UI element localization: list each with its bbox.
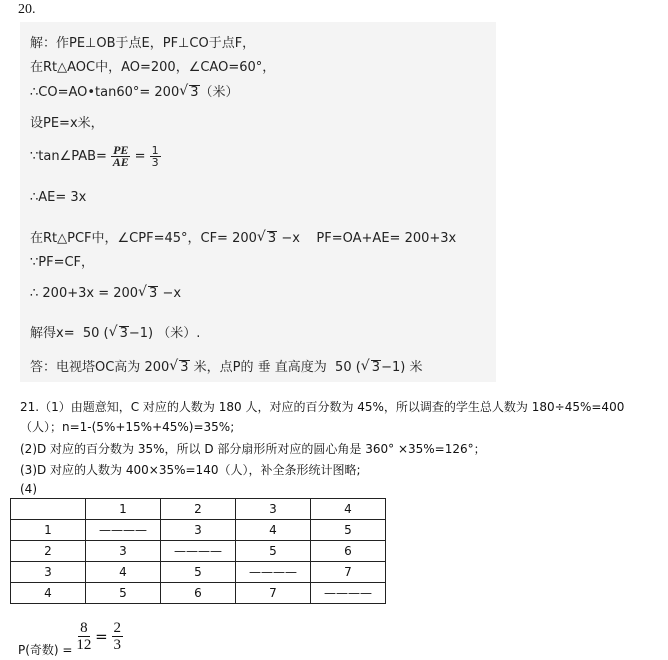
solution-line-3: ∴CO=AO•tan60°= 200√ 3（米） [30,81,239,100]
table-row [11,583,386,604]
sqrt-symbol: √ 3 [171,360,189,375]
table-cell: 2 [11,541,86,562]
sum-table [10,498,386,604]
table-cell: 7 [311,562,386,583]
table-cell: ———— [236,562,311,583]
q21-paragraph-3: (3)D 对应的人数为 400×35%=140（人），补全条形统计图略; [20,463,361,477]
fraction-one-third: $\frac{1}{3}$ [151,144,159,169]
probability-fraction-2: $\frac{2}{3}$ [113,620,122,653]
table-cell: 3 [236,499,311,520]
table-cell: 6 [311,541,386,562]
table-cell: 4 [311,499,386,520]
table-cell: 3 [11,562,86,583]
table-cell [11,499,86,520]
table-cell: 5 [311,520,386,541]
solution-line-2: 在Rt△AOC中，AO=200，∠CAO=60°， [30,60,276,75]
solution-line-6: ∴AE= 3x [30,190,87,205]
sqrt-symbol: √ 3 [181,85,199,100]
table-cell: 5 [161,562,236,583]
table-row [11,562,386,583]
table-cell: 5 [86,583,161,604]
q21-paragraph-1: 21.（1）由题意知，C 对应的人数为 180 人，对应的百分数为 45%，所以调查的学生总人数为 180÷45%=400 [20,400,625,414]
solution-line-11: 答：电视塔OC高为 200√ 3 米，点P的 垂 直高度为 50 (√ 3−1) 米 [30,356,422,375]
table-cell: ———— [311,583,386,604]
table-row [11,520,386,541]
q21-paragraph-2: (2)D 对应的百分数为 35%，所以 D 部分扇形所对应的圆心角是 360° ×35%=126°； [20,442,486,456]
q21-paragraph-4: (4) [20,482,37,496]
solution-line-4: 设PE=x米， [30,116,104,131]
probability-line: P(奇数) = $\frac{8}{12}$ = $\frac{2}{3}$ [18,620,122,657]
q21-paragraph-1b: （人）；n=1-(5%+15%+45%)=35%; [20,420,235,434]
table-cell: ———— [161,541,236,562]
solution-line-8: ∵PF=CF， [30,255,95,270]
fraction-pe-ae: $\frac{PE}{AE}$ [112,143,129,169]
question-20-number: 20. [18,2,36,17]
table-cell: 7 [236,583,311,604]
table-cell: 3 [161,520,236,541]
table-row [11,499,386,520]
solution-line-1: 解：作PE⊥OB于点E，PF⊥CO于点F， [30,36,256,51]
table-cell: 2 [161,499,236,520]
table-cell: 1 [11,520,86,541]
sqrt-symbol: √ 3 [363,360,381,375]
table-row [11,541,386,562]
solution-line-5: ∵tan∠PAB= $\frac{PE}{AE}$ = $\frac{1}{3}$ [30,143,159,169]
table-cell: 6 [161,583,236,604]
table-cell: 4 [86,562,161,583]
solution-line-7: 在Rt△PCF中，∠CPF=45°，CF= 200√ 3 −x PF=OA+AE= 200+3x [30,227,456,246]
probability-fraction-1: $\frac{8}{12}$ [76,620,92,653]
solution-line-10: 解得x= 50 (√ 3−1) （米）. [30,322,200,341]
table-cell: 1 [86,499,161,520]
table-cell: 5 [236,541,311,562]
solution-line-9: ∴ 200+3x = 200√ 3 −x [30,286,181,301]
table-cell: ———— [86,520,161,541]
table-cell: 3 [86,541,161,562]
sqrt-symbol: √ 3 [140,286,158,301]
sqrt-symbol: √ 3 [111,326,129,341]
table-cell: 4 [11,583,86,604]
table-cell: 4 [236,520,311,541]
sqrt-symbol: √ 3 [259,231,277,246]
